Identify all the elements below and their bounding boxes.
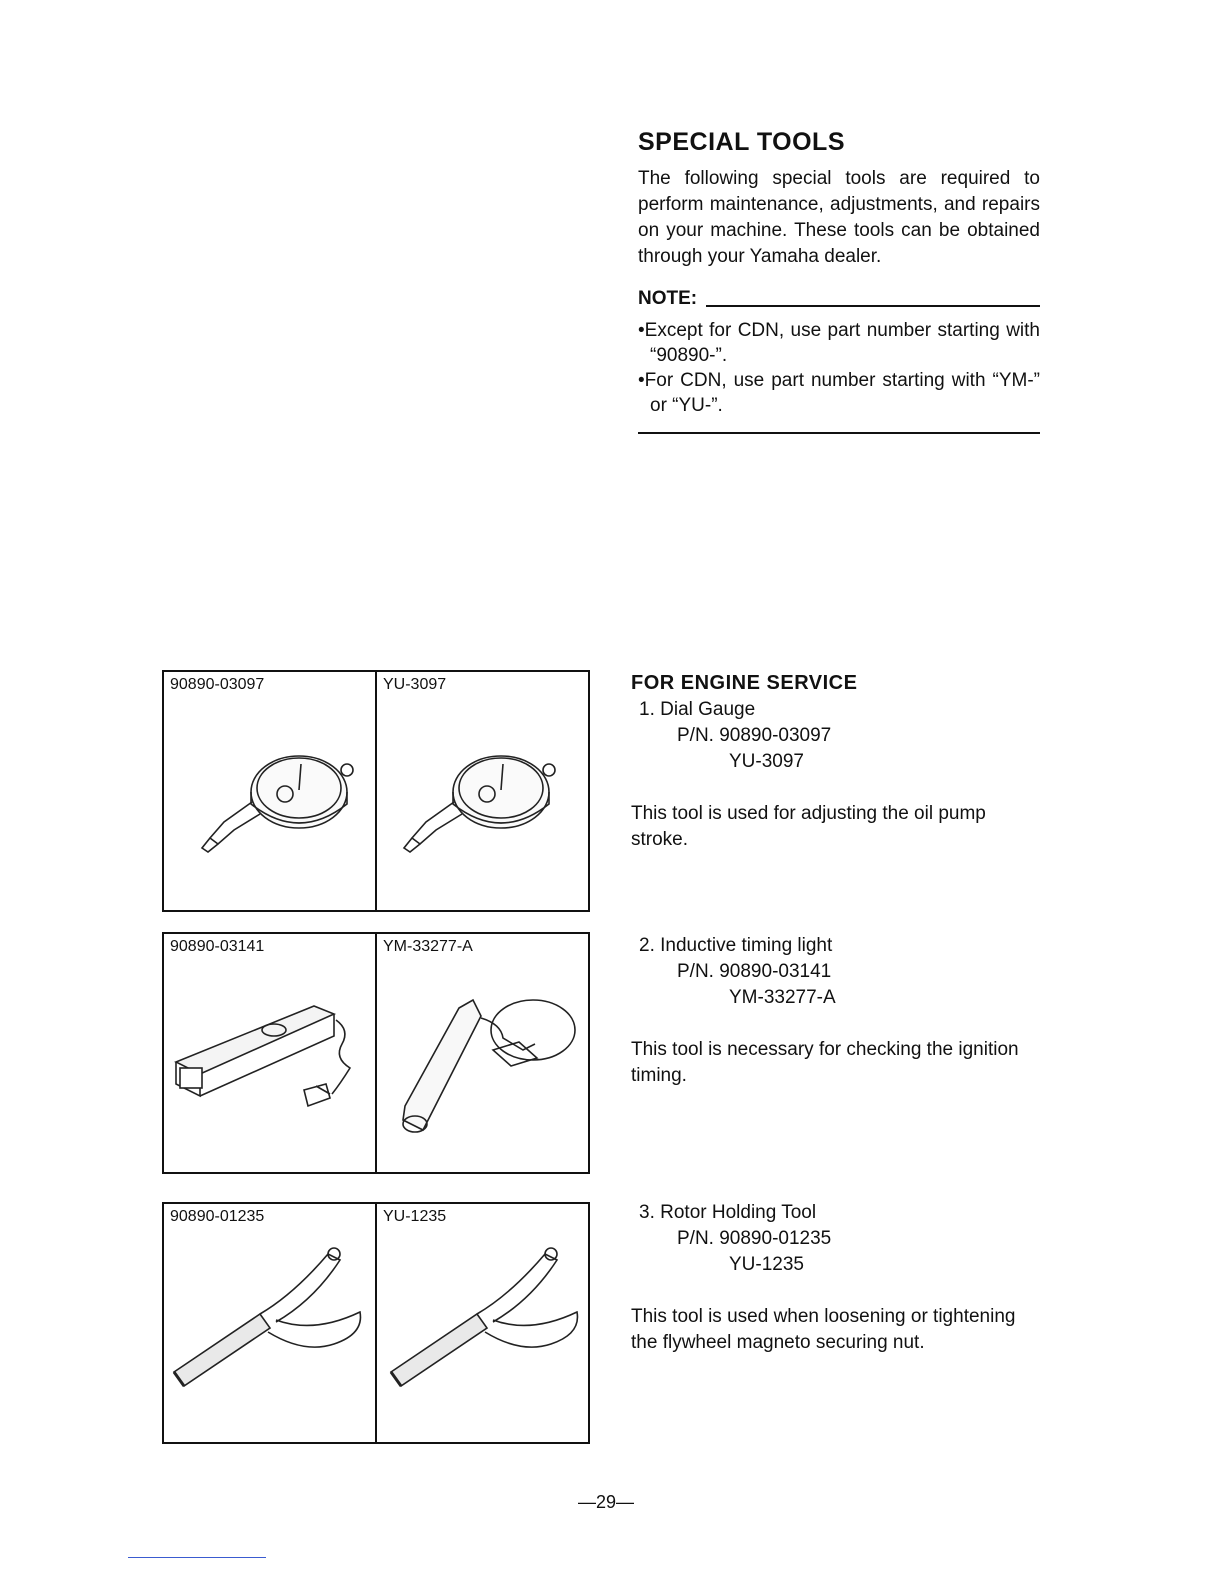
tool-part-number: 90890-01235 bbox=[719, 1228, 832, 1249]
tool-entry bbox=[631, 697, 1041, 853]
tool-name: 2. Inductive timing light bbox=[639, 935, 833, 956]
tool-description: This tool is used when loosening or tightening the flywheel magneto securing nut. bbox=[631, 1306, 1016, 1353]
tool-alt-part-number: YU-3097 bbox=[729, 751, 804, 772]
tool-name: 3. Rotor Holding Tool bbox=[639, 1202, 817, 1223]
figure-part-number: 90890-03097 bbox=[170, 676, 265, 693]
tool-figure-cell bbox=[164, 1204, 377, 1442]
tool-description: This tool is used for adjusting the oil pump stroke. bbox=[631, 803, 986, 850]
figure-part-number: 90890-01235 bbox=[170, 1208, 265, 1225]
rotor-holder-icon bbox=[164, 1204, 375, 1442]
figure-alt-part-number: YU-3097 bbox=[383, 676, 447, 693]
tool-alt-part-number: YM-33277-A bbox=[729, 987, 836, 1008]
tool-figure-cell bbox=[377, 934, 588, 1172]
page-title: SPECIAL TOOLS bbox=[638, 128, 846, 156]
pn-prefix: P/N. bbox=[677, 1228, 714, 1249]
timing-light-icon bbox=[164, 934, 375, 1172]
tool-part-number-line bbox=[631, 959, 1041, 985]
pn-prefix: P/N. bbox=[677, 961, 714, 982]
rotor-holder-icon bbox=[377, 1204, 588, 1442]
tool-figure-cell bbox=[377, 1204, 588, 1442]
tool-part-number: 90890-03097 bbox=[719, 725, 832, 746]
tool-figure-cell bbox=[164, 672, 377, 910]
section-heading: FOR ENGINE SERVICE bbox=[631, 672, 858, 694]
tool-alt-part-number: YU-1235 bbox=[729, 1254, 804, 1275]
note-list bbox=[638, 318, 1040, 418]
tool-entry bbox=[631, 933, 1041, 1089]
tool-figure-cell bbox=[377, 672, 588, 910]
note-label: NOTE: bbox=[638, 288, 698, 309]
tool-entry bbox=[631, 1200, 1041, 1356]
dial-gauge-icon bbox=[164, 672, 375, 910]
timing-light-icon bbox=[377, 934, 588, 1172]
tool-part-number-line bbox=[631, 1226, 1041, 1252]
figure-part-number: 90890-03141 bbox=[170, 938, 265, 955]
dial-gauge-icon bbox=[377, 672, 588, 910]
note-end-rule bbox=[638, 432, 1040, 434]
footer-link-underline bbox=[128, 1557, 266, 1558]
tool-figure-rotor-holder bbox=[162, 1202, 590, 1444]
tool-part-number: 90890-03141 bbox=[719, 961, 832, 982]
tool-part-number-line bbox=[631, 723, 1041, 749]
page-number: —29— bbox=[578, 1492, 635, 1512]
figure-alt-part-number: YU-1235 bbox=[383, 1208, 447, 1225]
tool-figure-dial-gauge bbox=[162, 670, 590, 912]
tool-figure-cell bbox=[164, 934, 377, 1172]
tool-description: This tool is necessary for checking the ignition timing. bbox=[631, 1039, 1019, 1086]
tool-name: 1. Dial Gauge bbox=[639, 699, 756, 720]
figure-alt-part-number: YM-33277-A bbox=[383, 938, 473, 955]
intro-paragraph: The following special tools are required to perform maintenance, adjustments, and repairs on your machine. These tools can be obtained through your Yamaha dealer. bbox=[638, 168, 1040, 267]
note-rule bbox=[706, 305, 1040, 307]
pn-prefix: P/N. bbox=[677, 725, 714, 746]
tool-figure-timing-light bbox=[162, 932, 590, 1174]
note-bullet: •Except for CDN, use part number starting with “90890-”. bbox=[638, 320, 1040, 366]
note-bullet: •For CDN, use part number starting with “YM-” or “YU-”. bbox=[638, 370, 1040, 416]
